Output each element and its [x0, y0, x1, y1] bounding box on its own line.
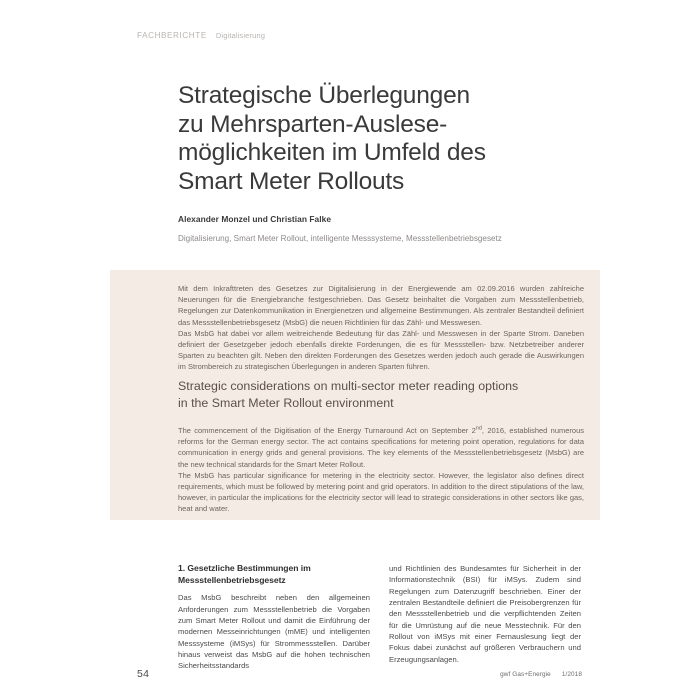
body-column-right	[389, 563, 581, 672]
abstract-english-paragraph-1	[178, 425, 584, 470]
abstract-english-heading-line-1: Strategic considerations on multi-sector meter reading options	[178, 379, 519, 393]
body-columns	[178, 563, 582, 672]
article-title-line-3: möglichkeiten im Umfeld des	[178, 139, 486, 166]
abstract-german-paragraph-2: Das MsbG hat dabei vor allem weitreichende Bedeutung für das Zähl- und Messwesen in der Sparte Strom. Daneben definiert der Gesetzgeber jedoch ebenfalls direkte Forderungen, die es für Messstellen- bzw. Netzbetreiber anderer Sparten zu beachten gilt. Neben den direkten Forderungen des Gesetzes werden jedoch auch gerade die Auswirkungen im Strombereich zu strategischen Überlegungen in anderen Sparten führen.	[178, 328, 584, 372]
abstract-english-p1-post: , 2016, established numerous reforms for the German energy sector. The act contains specifications for metering point operation, regulations for data communication in energy grids and general provisions. The key elements of the Messstellenbetriebsgesetz (MsbG) are the new technical standards for the Smart Meter Rollout.	[178, 426, 584, 469]
abstract-english-heading	[178, 378, 598, 411]
abstract-box	[110, 270, 600, 520]
body-section-heading: 1. Gesetzliche Bestimmungen im Messstellenbetriebsgesetz	[178, 563, 311, 585]
article-authors: Alexander Monzel und Christian Falke	[178, 214, 332, 224]
abstract-english-paragraph-2: The MsbG has particular significance for metering in the electricity sector. However, the legislator also defines direct requirements, which must be followed by metering point and grid operators. In addition to the direct stipulations of the law, however, in particular the implications for the electricity sector will lead to strategic considerations in other sectors like gas, heat and water.	[178, 470, 584, 514]
page-number: 54	[137, 668, 150, 680]
abstract-english-heading-line-2: in the Smart Meter Rollout environment	[178, 395, 394, 410]
abstract-german-paragraph-1: Mit dem Inkrafttreten des Gesetzes zur Digitalisierung in der Energiewende am 02.09.2016 wurden zahlreiche Neuerungen für die Energiebranche festgeschrieben. Das Gesetz beinhaltet die Vorgaben zum Messstellenbetrieb, Regelungen zur Datenkommunikation in Energienetzen und allgemeine Bestimmungen. Als zentraler Bestandteil definiert das Messstellenbetriebsgesetz (MsbG) die neuen Richtlinien für das Zähl- und Messwesen.	[178, 284, 584, 327]
abstract-english	[178, 425, 584, 515]
article-title	[178, 82, 598, 196]
article-title-line-4: Smart Meter Rollouts	[178, 167, 405, 195]
body-column-left	[178, 563, 370, 672]
body-column-left-text: Das MsbG beschreibt neben den allgemeinen Anforderungen zum Messstellenbetrieb die Vorgaben zum Smart Meter Rollout und damit die Einführung der modernen Messeinrichtungen (mME) und intelligenten Messsysteme (iMSys) für Strommessstellen. Darüber hinaus verweist das MsbG auf die hohen technischen Sicherheitsstandards	[178, 593, 370, 671]
abstract-english-p1-pre: The commencement of the Digitisation of the Energy Turnaround Act on September 2	[178, 426, 476, 435]
running-head-section: FACHBERICHTE	[137, 31, 207, 40]
running-head	[137, 31, 265, 40]
article-keywords: Digitalisierung, Smart Meter Rollout, intelligente Messsysteme, Messstellenbetriebsgesetz	[178, 234, 502, 243]
running-head-topic: Digitalisierung	[215, 31, 266, 40]
abstract-german	[178, 283, 584, 373]
footer-journal-info	[500, 671, 582, 678]
article-title-line-1: Strategische Überlegungen	[178, 82, 470, 109]
footer-journal-name: gwf Gas+Energie	[500, 671, 551, 678]
body-column-right-text: und Richtlinien des Bundesamtes für Sicherheit in der Informationstechnik (BSI) für iMSys. Zudem sind Regelungen zum Datenzugriff beschrieben. Einer der zentralen Bestandteile definiert die Preisobergrenzen für den Messstellenbetrieb und die verpflichtenden Zeiten für die Umrüstung auf die neue Messtechnik. Für den Rollout von iMSys mit einer Fernauslesung liegt der Fokus dabei zunächst auf größeren Verbrauchern und Erzeugungsanlagen.	[389, 564, 581, 664]
abstract-english-p1-ordinal: nd	[475, 425, 482, 432]
footer-issue: 1/2018	[561, 671, 582, 678]
article-title-line-2: zu Mehrsparten-Auslese-	[178, 110, 448, 138]
